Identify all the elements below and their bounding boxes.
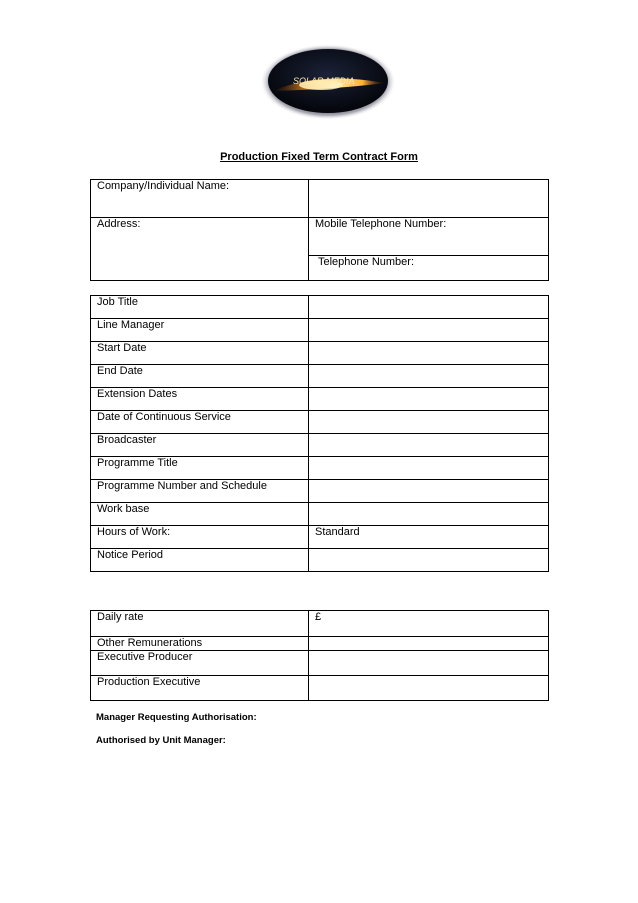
detail-value-field[interactable] (309, 342, 549, 365)
detail-label: Broadcaster (91, 434, 309, 457)
telephone-label: Telephone Number: (309, 256, 549, 281)
detail-row (91, 457, 549, 480)
solar-media-logo (259, 43, 397, 121)
contact-table (90, 179, 549, 281)
detail-value-field[interactable] (309, 434, 549, 457)
detail-label: Programme Number and Schedule (91, 480, 309, 503)
detail-value-field[interactable] (309, 319, 549, 342)
detail-row (91, 319, 549, 342)
detail-value-field[interactable] (309, 503, 549, 526)
details-table (90, 295, 549, 572)
detail-row (91, 549, 549, 572)
company-name-field[interactable] (309, 180, 549, 218)
detail-row (91, 411, 549, 434)
detail-value-field[interactable] (309, 411, 549, 434)
detail-label: Extension Dates (91, 388, 309, 411)
detail-row (91, 434, 549, 457)
detail-label: Line Manager (91, 319, 309, 342)
authorised-by-unit-manager: Authorised by Unit Manager: (96, 735, 226, 746)
mobile-telephone-label: Mobile Telephone Number: (309, 218, 549, 256)
manager-requesting-authorisation: Manager Requesting Authorisation: (96, 712, 257, 723)
detail-row (91, 365, 549, 388)
executive-producer-field[interactable] (309, 651, 549, 676)
daily-rate-label: Daily rate (91, 611, 309, 637)
executive-producer-label: Executive Producer (91, 651, 309, 676)
address-label: Address: (91, 218, 309, 281)
detail-label: Work base (91, 503, 309, 526)
other-remunerations-field[interactable] (309, 637, 549, 651)
detail-label: Job Title (91, 296, 309, 319)
pay-table (90, 610, 549, 701)
detail-row (91, 480, 549, 503)
other-remunerations-label: Other Remunerations (91, 637, 309, 651)
detail-row (91, 296, 549, 319)
production-executive-label: Production Executive (91, 676, 309, 701)
detail-label: Programme Title (91, 457, 309, 480)
company-name-label: Company/Individual Name: (91, 180, 309, 218)
detail-label: Date of Continuous Service (91, 411, 309, 434)
detail-label: Notice Period (91, 549, 309, 572)
form-title: Production Fixed Term Contract Form (220, 151, 418, 163)
detail-value-field[interactable] (309, 365, 549, 388)
production-executive-field[interactable] (309, 676, 549, 701)
detail-row (91, 503, 549, 526)
detail-label: End Date (91, 365, 309, 388)
daily-rate-field[interactable]: £ (309, 611, 549, 637)
detail-value-field[interactable] (309, 480, 549, 503)
detail-row (91, 388, 549, 411)
svg-text:SOLAR MEDIA: SOLAR MEDIA (293, 76, 355, 86)
detail-label: Start Date (91, 342, 309, 365)
detail-row (91, 342, 549, 365)
detail-row (91, 526, 549, 549)
detail-value-field[interactable] (309, 549, 549, 572)
detail-label: Hours of Work: (91, 526, 309, 549)
detail-value-field[interactable] (309, 457, 549, 480)
detail-value-field[interactable] (309, 388, 549, 411)
detail-value-field[interactable]: Standard (309, 526, 549, 549)
detail-value-field[interactable] (309, 296, 549, 319)
